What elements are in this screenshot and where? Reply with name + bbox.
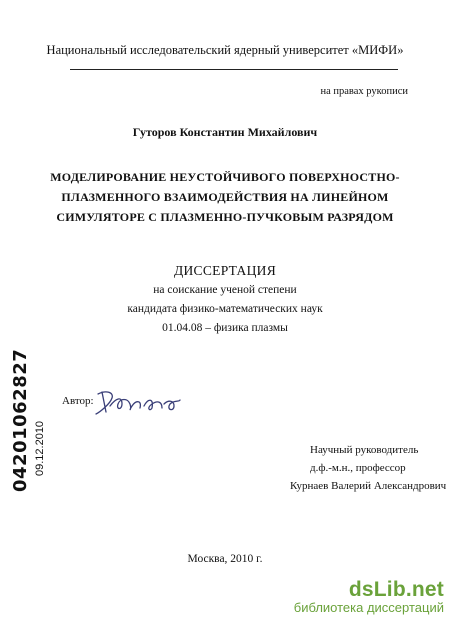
degree-name: кандидата физико-математических наук [127,303,323,315]
university-name: Национальный исследовательский ядерный университет «МИФИ» [46,43,404,57]
watermark [294,578,444,615]
specialty-code: 01.04.08 – физика плазмы [162,322,288,334]
author-signature-image [92,386,184,418]
degree-purpose: на соискание ученой степени [153,284,297,296]
rights-note: на правах рукописи [320,86,408,97]
header-divider [70,69,398,70]
title-line-3: СИМУЛЯТОРЕ С ПЛАЗМЕННО-ПУЧКОВЫМ РАЗРЯДОМ [56,210,394,224]
registration-number: 04201062827 [10,348,31,492]
place-and-year: Москва, 2010 г. [187,553,263,565]
watermark-brand: dsLib.net [348,578,444,601]
document-type: ДИССЕРТАЦИЯ [173,263,276,278]
supervisor-name: Курнаев Валерий Александрович [290,480,447,492]
supervisor-role: Научный руководитель [310,444,419,456]
title-line-2: ПЛАЗМЕННОГО ВЗАИМОДЕЙСТВИЯ НА ЛИНЕЙНОМ [61,190,389,204]
supervisor-credentials: д.ф.-м.н., профессор [310,462,406,474]
title-line-1: МОДЕЛИРОВАНИЕ НЕУСТОЙЧИВОГО ПОВЕРХНОСТНО- [50,170,400,184]
watermark-subtitle: библиотека диссертаций [293,600,444,615]
author-name: Гуторов Константин Михайлович [132,125,318,139]
registration-date: 09.12.2010 [34,420,46,476]
author-signature-label: Автор: [62,395,94,407]
